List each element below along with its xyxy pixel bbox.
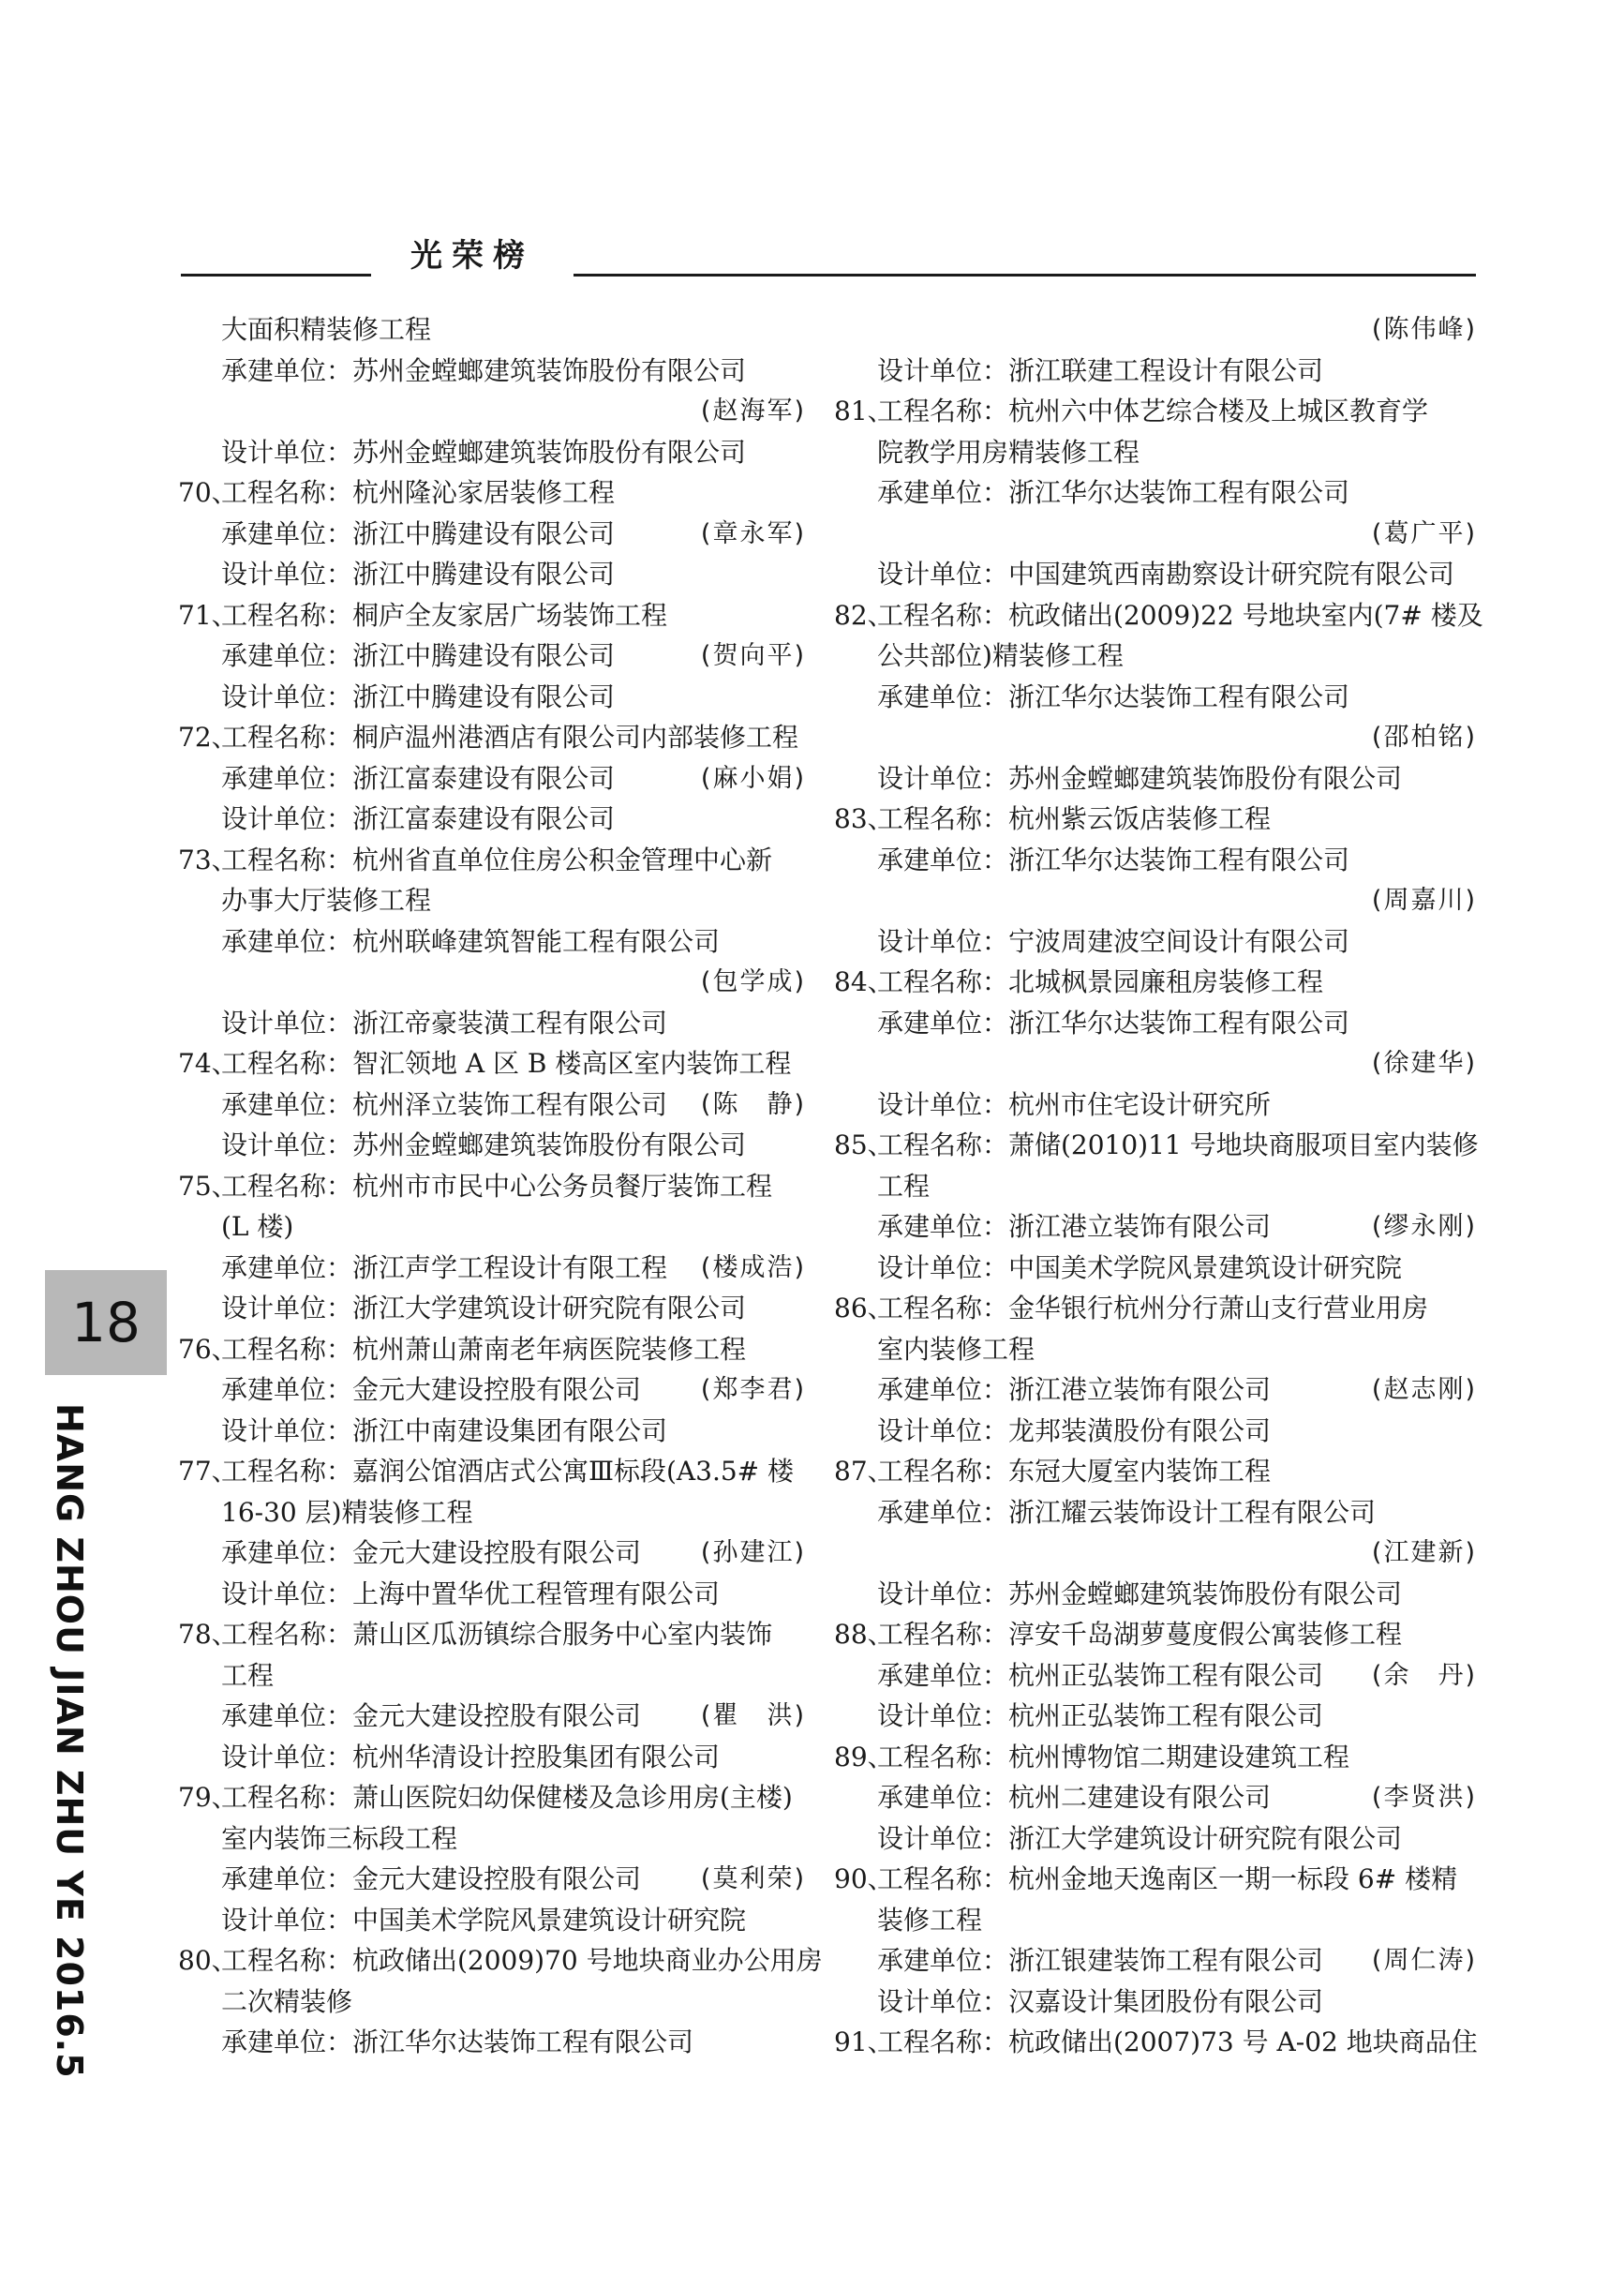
person-name: (陈 静) [700,1089,806,1119]
entry-text: 公共部位)精装修工程 [877,640,1124,671]
entry-text: 室内装修工程 [877,1333,1035,1365]
entry-line [834,799,1477,840]
entry-number: 71、 [178,599,238,631]
entry-line [178,554,806,595]
column-right [834,309,1483,2063]
entry-text: 承建单位：金元大建设控股有限公司 [221,1700,642,1731]
entry-line [834,840,1477,881]
entry-line [834,391,1477,432]
section-title: 光荣榜 [410,237,534,275]
entry-text: 承建单位：杭州联峰建筑智能工程有限公司 [221,925,721,957]
person-name: (周嘉川) [1371,886,1477,915]
entry-number: 91、 [834,2026,894,2057]
entry-text: 工程名称：萧储(2010)11 号地块商服项目室内装修 [877,1129,1479,1160]
entry-line [834,1492,1477,1533]
entry-text: 工程名称：杭政储出(2007)73 号 A-02 地块商品住 [877,2026,1478,2057]
entry-line [834,432,1477,473]
entry-line [834,1125,1477,1166]
entry-text: 设计单位：浙江中南建设集团有限公司 [221,1414,668,1446]
entry-text: 工程名称：杭州隆沁家居装修工程 [221,477,616,508]
entry-number: 89、 [834,1741,894,1772]
entry-text: 工程名称：杭政储出(2009)22 号地块室内(7# 楼及 [877,599,1483,631]
entry-text: 承建单位：浙江港立装饰有限公司 [877,1211,1272,1242]
entry-text: 设计单位：杭州正弘装饰工程有限公司 [877,1700,1324,1731]
entry-text: 承建单位：杭州泽立装饰工程有限公司 [221,1088,668,1120]
entry-line [178,1614,806,1655]
entry-line [178,1206,806,1248]
entry-line [178,1777,806,1818]
entry-text: 工程名称：北城枫景园廉租房装修工程 [877,966,1324,997]
entry-text: 工程名称：杭州六中体艺综合楼及上城区教育学 [877,396,1429,426]
entry-line [834,1369,1477,1411]
person-name: (缪永刚) [1371,1212,1477,1241]
person-name: (章永军) [700,518,806,548]
entry-text: 工程名称：智汇领地 A 区 B 楼高区室内装饰工程 [221,1048,792,1079]
entry-line [178,758,806,800]
entry-text: 装修工程 [877,1904,983,1936]
entry-line [834,962,1477,1003]
entry-line [178,840,806,881]
entry-text: 设计单位：苏州金螳螂建筑装饰股份有限公司 [877,762,1403,794]
entry-text: 工程名称：桐庐温州港酒店有限公司内部装修工程 [221,722,799,753]
entry-line [178,1451,806,1492]
entry-number: 83、 [834,803,894,834]
person-name: (徐建华) [1371,1049,1477,1078]
entry-text: 设计单位：浙江中腾建设有限公司 [221,680,616,712]
entry-text: 承建单位：浙江华尔达装饰工程有限公司 [877,680,1350,712]
entry-line [834,1288,1477,1329]
entry-text: 承建单位：浙江华尔达装饰工程有限公司 [221,2026,694,2057]
entry-text: 设计单位：浙江联建工程设计有限公司 [877,354,1324,386]
entry-text: 16-30 层)精装修工程 [221,1496,473,1528]
entry-line [178,1533,806,1574]
entry-line [834,1043,1477,1084]
entry-line [834,1818,1477,1860]
entry-line [178,1369,806,1411]
header-rule-right [574,274,1476,277]
entry-text: 工程名称：金华银行杭州分行萧山支行营业用房 [877,1293,1429,1323]
entry-text: 承建单位：浙江中腾建设有限公司 [221,640,616,671]
entry-line [178,1981,806,2023]
entry-line [834,1084,1477,1126]
entry-text: 工程名称：杭州市市民中心公务员餐厅装饰工程 [221,1170,773,1202]
entry-number: 72、 [178,722,238,753]
entry-line [834,554,1477,595]
entry-text: 承建单位：金元大建设控股有限公司 [221,1537,642,1568]
entry-text: 设计单位：浙江大学建筑设计研究院有限公司 [877,1822,1403,1854]
person-name: (邵柏铭) [1371,723,1477,752]
entry-number: 79、 [178,1782,238,1813]
entry-text: 承建单位：浙江富泰建设有限公司 [221,762,616,794]
entry-line [178,677,806,718]
entry-number: 87、 [834,1456,894,1487]
person-name: (陈伟峰) [1371,315,1477,344]
entry-line [834,351,1477,392]
entry-line [834,1859,1477,1900]
entry-text: 工程 [221,1659,275,1691]
entry-text: 设计单位：浙江中腾建设有限公司 [221,559,616,590]
entry-number: 70、 [178,477,238,508]
person-name: (麻小娟) [700,763,806,793]
entry-text: 设计单位：杭州华清设计控股集团有限公司 [221,1741,721,1772]
entry-text: 二次精装修 [221,1985,353,2017]
entry-line [178,2022,806,2063]
entry-line [834,717,1477,758]
entry-text: 设计单位：苏州金螳螂建筑装饰股份有限公司 [877,1578,1403,1609]
entry-text: 工程名称：嘉润公馆酒店式公寓Ⅲ标段(A3.5# 楼 [221,1456,795,1487]
entry-text: 承建单位：浙江华尔达装饰工程有限公司 [877,477,1350,508]
entry-line [178,799,806,840]
entry-line [178,351,806,392]
entry-line [178,1043,806,1084]
entry-number: 77、 [178,1456,238,1487]
entry-line [834,1614,1477,1655]
column-left [178,309,823,2063]
entry-line [178,880,806,921]
person-name: (江建新) [1371,1538,1477,1567]
entry-number: 84、 [834,966,894,997]
entry-line [834,514,1477,555]
entry-number: 86、 [834,1293,894,1323]
entry-text: 设计单位：苏州金螳螂建筑装饰股份有限公司 [221,1129,747,1160]
entry-line [178,636,806,677]
entry-text: 室内装饰三标段工程 [221,1822,458,1854]
entry-text: 承建单位：杭州二建建设有限公司 [877,1782,1272,1813]
entry-text: 工程名称：杭州省直单位住房公积金管理中心新 [221,844,773,875]
entry-text: 设计单位：苏州金螳螂建筑装饰股份有限公司 [221,436,747,468]
entry-text: 设计单位：龙邦装潢股份有限公司 [877,1414,1272,1446]
entry-line [834,1166,1477,1207]
entry-text: 承建单位：浙江中腾建设有限公司 [221,517,616,549]
entry-line [178,1329,806,1370]
entry-number: 82、 [834,599,894,631]
entry-text: 大面积精装修工程 [221,314,432,345]
entry-line [834,472,1477,514]
entry-number: 75、 [178,1170,238,1202]
entry-line [178,472,806,514]
entry-text: 工程名称：杭州紫云饭店装修工程 [877,803,1272,834]
entry-text: 工程名称：萧山医院妇幼保健楼及急诊用房(主楼) [221,1782,793,1813]
entry-text: 工程名称：杭州博物馆二期建设建筑工程 [877,1741,1350,1772]
entry-line [178,1900,806,1941]
entry-line [834,1981,1477,2023]
entry-text: 承建单位：浙江华尔达装饰工程有限公司 [877,844,1350,875]
person-name: (赵志刚) [1371,1375,1477,1404]
entry-text: 设计单位：浙江富泰建设有限公司 [221,803,616,834]
entry-number: 81、 [834,396,894,426]
entry-text: 工程名称：桐庐全友家居广场装饰工程 [221,599,668,631]
entry-text: 设计单位：汉嘉设计集团股份有限公司 [877,1985,1324,2017]
entry-line [178,1940,823,1981]
entry-line [178,391,806,432]
entry-text: 承建单位：杭州正弘装饰工程有限公司 [877,1659,1324,1691]
entry-text: 设计单位：中国美术学院风景建筑设计研究院 [221,1904,747,1936]
entry-line [834,880,1477,921]
entry-line [178,962,806,1003]
entry-number: 90、 [834,1863,894,1894]
person-name: (葛广平) [1371,518,1477,548]
page-header [0,0,1624,291]
entry-line [834,1655,1477,1697]
entry-text: 承建单位：金元大建设控股有限公司 [221,1863,642,1894]
entry-line [178,1859,806,1900]
person-name: (楼成浩) [700,1252,806,1282]
entry-line [834,1248,1477,1289]
entry-line [178,1737,806,1778]
entry-line [178,1492,806,1533]
entry-text: 承建单位：浙江声学工程设计有限工程 [221,1251,668,1283]
entry-line [834,1411,1477,1452]
entry-number: 73、 [178,844,238,875]
entry-line [834,921,1477,963]
entry-line [834,2022,1477,2063]
entry-text: 工程名称：杭州萧山萧南老年病医院装修工程 [221,1333,747,1365]
entry-text: 承建单位：浙江耀云装饰设计工程有限公司 [877,1496,1377,1528]
person-name: (瞿 洪) [700,1701,806,1730]
person-name: (包学成) [700,967,806,996]
entry-line [834,309,1477,351]
entry-line [834,1777,1477,1818]
entry-line [178,1574,806,1615]
entry-line [178,432,806,473]
entry-line [834,1737,1477,1778]
entry-text: 设计单位：中国建筑西南勘察设计研究院有限公司 [877,559,1455,590]
journal-name: HANG ZHOU JIAN ZHU YE 2016.5 [49,1403,90,2079]
entry-line [834,1900,1477,1941]
entry-line [178,1696,806,1737]
entry-line [834,1206,1477,1248]
entry-line [178,717,806,758]
entry-line [178,1003,806,1044]
entry-line [178,595,806,636]
entry-line [834,1940,1477,1981]
entry-line [178,1288,806,1329]
person-name: (贺向平) [700,641,806,670]
entry-text: 设计单位：浙江大学建筑设计研究院有限公司 [221,1293,747,1323]
entry-text: 工程 [877,1170,931,1202]
entry-line [178,514,806,555]
page-number: 18 [45,1270,167,1375]
entry-text: 工程名称：淳安千岛湖萝蔓度假公寓装修工程 [877,1619,1403,1650]
entry-line [834,1451,1477,1492]
entry-line [834,595,1483,636]
entry-number: 88、 [834,1619,894,1650]
entry-line [178,921,806,963]
entry-text: 承建单位：苏州金螳螂建筑装饰股份有限公司 [221,354,747,386]
person-name: (郑李君) [700,1375,806,1404]
entry-text: 工程名称：东冠大厦室内装饰工程 [877,1456,1272,1487]
person-name: (孙建江) [700,1538,806,1567]
person-name: (赵海军) [700,396,806,426]
entry-line [834,1533,1477,1574]
entry-text: 设计单位：上海中置华优工程管理有限公司 [221,1578,721,1609]
entry-text: 工程名称：杭州金地天逸南区一期一标段 6# 楼精 [877,1863,1458,1894]
entry-number: 85、 [834,1129,894,1160]
entry-line [178,1411,806,1452]
entry-text: 院教学用房精装修工程 [877,436,1140,468]
header-rule-left [181,274,371,277]
person-name: (莫利荣) [700,1864,806,1893]
entry-text: 承建单位：金元大建设控股有限公司 [221,1374,642,1405]
entry-text: 办事大厅装修工程 [221,885,432,916]
entry-line [834,1003,1477,1044]
entry-text: 设计单位：杭州市住宅设计研究所 [877,1088,1272,1120]
entry-number: 74、 [178,1048,238,1079]
entry-line [834,636,1477,677]
entry-line [834,1696,1477,1737]
entry-line [178,1248,806,1289]
entry-number: 78、 [178,1619,238,1650]
entry-line [178,1655,806,1697]
person-name: (周仁涛) [1371,1946,1477,1975]
entry-line [834,1574,1477,1615]
entry-line [178,1818,806,1860]
entry-text: (L 楼) [221,1211,294,1242]
entry-text: 承建单位：浙江银建装饰工程有限公司 [877,1945,1324,1976]
entry-line [178,1125,806,1166]
person-name: (李贤洪) [1371,1783,1477,1812]
entry-number: 80、 [178,1945,238,1976]
entry-number: 76、 [178,1333,238,1365]
entry-text: 承建单位：浙江华尔达装饰工程有限公司 [877,1007,1350,1039]
entry-text: 设计单位：浙江帝豪装潢工程有限公司 [221,1007,668,1039]
person-name: (余 丹) [1371,1660,1477,1690]
entry-text: 设计单位：宁波周建波空间设计有限公司 [877,925,1350,957]
entry-line [178,1084,806,1126]
entry-line [178,1166,806,1207]
entry-text: 工程名称：萧山区瓜沥镇综合服务中心室内装饰 [221,1619,773,1650]
entry-text: 工程名称：杭政储出(2009)70 号地块商业办公用房 [221,1945,823,1976]
entry-line [178,309,806,351]
entry-line [834,1329,1477,1370]
entry-line [834,758,1477,800]
entry-line [834,677,1477,718]
entry-text: 设计单位：中国美术学院风景建筑设计研究院 [877,1251,1403,1283]
entry-text: 承建单位：浙江港立装饰有限公司 [877,1374,1272,1405]
